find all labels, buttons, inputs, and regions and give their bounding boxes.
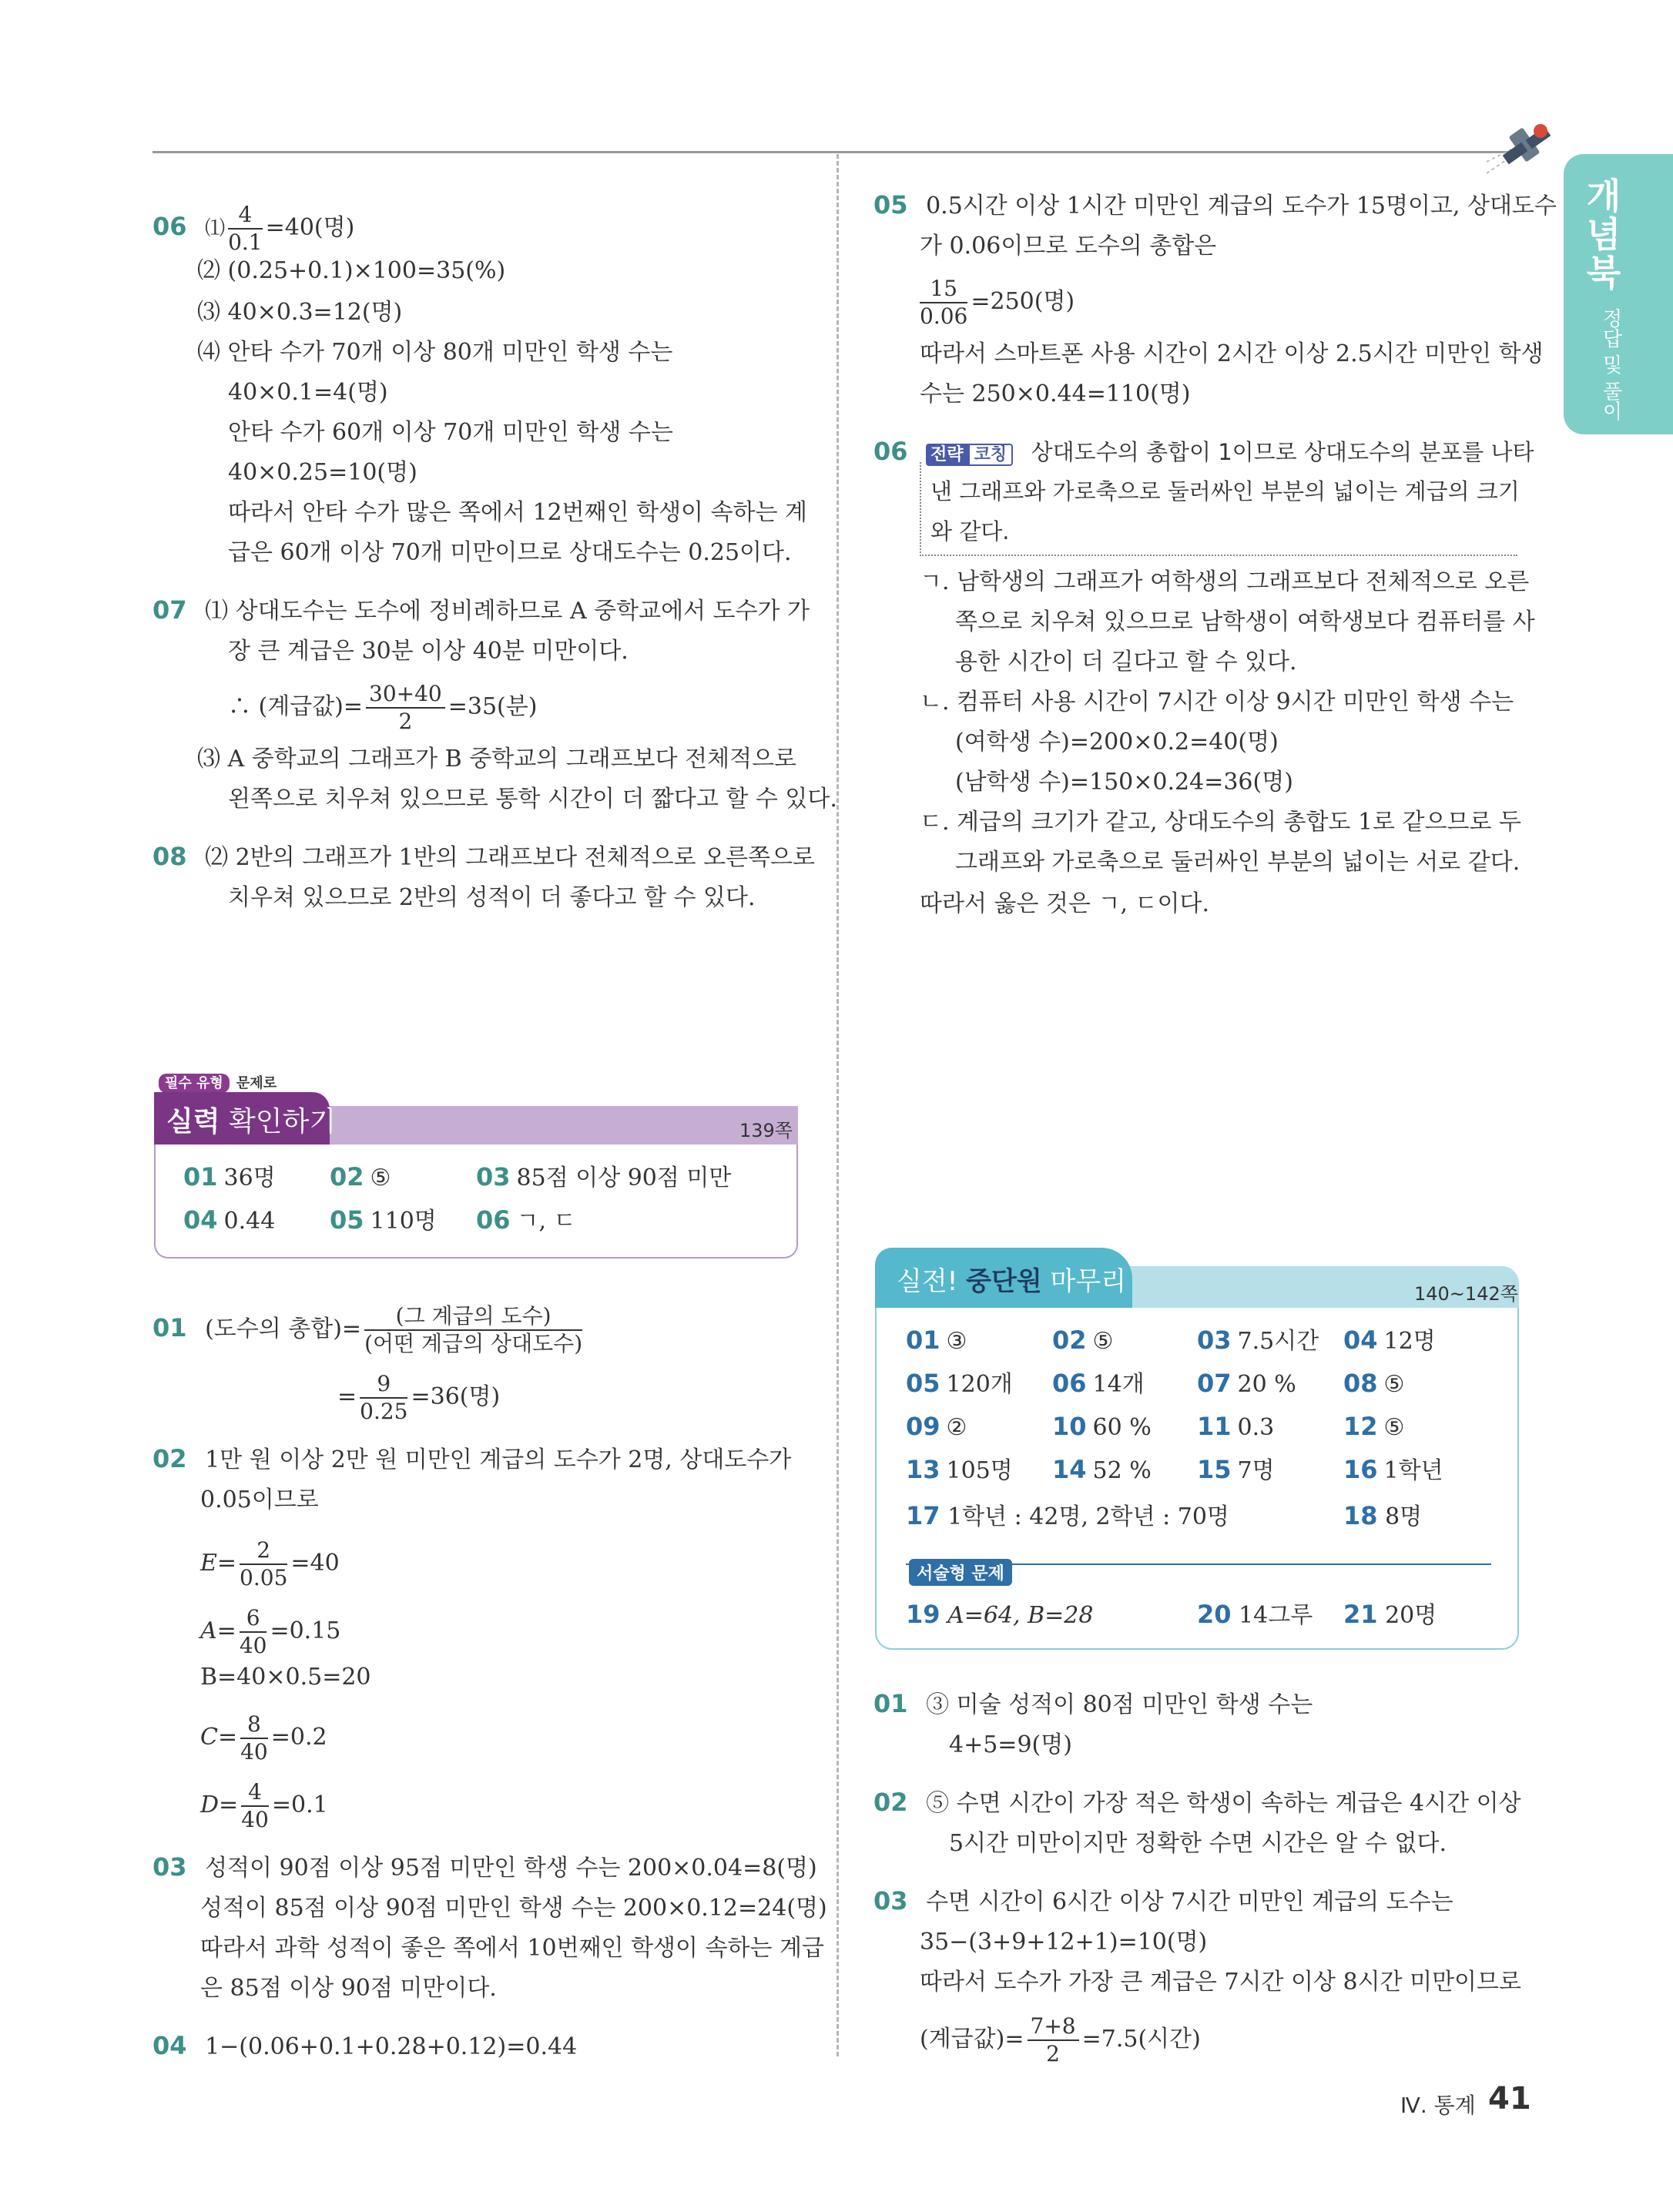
s06-line3: 용한 시간이 더 길다고 할 수 있다. <box>955 649 1297 675</box>
answer-value: 60 % <box>1092 1414 1152 1441</box>
s03-line3: 따라서 과학 성적이 좋은 쪽에서 10번째인 학생이 속하는 계급 <box>200 1935 824 1962</box>
t01-number: 01 <box>873 1689 908 1718</box>
answer-number: 06 <box>1052 1369 1087 1398</box>
answer-number: 10 <box>1052 1412 1087 1441</box>
t03-line1: 03 수면 시간이 6시간 이상 7시간 미만인 계급의 도수는 <box>873 1886 1453 1915</box>
answer-value: 7명 <box>1237 1457 1275 1484</box>
check-answer-item <box>330 1203 437 1238</box>
s03-line2: 성적이 85점 이상 90점 미만인 학생 수는 200×0.12=24(명) <box>200 1895 827 1922</box>
s03-line4: 은 85점 이상 90점 미만이다. <box>200 1975 497 2002</box>
q07-number: 07 <box>153 595 187 625</box>
q06-part2: ⑵ (0.25+0.1)×100=35(%) <box>197 257 506 284</box>
fraction: $\frac{8}{40}$ <box>240 1711 268 1765</box>
answer-number: 05 <box>330 1205 364 1235</box>
t02-number: 02 <box>873 1788 908 1817</box>
answer-value: 36명 <box>223 1165 276 1191</box>
answer-value: 7.5시간 <box>1237 1328 1319 1355</box>
answer-number: 06 <box>476 1205 511 1235</box>
answer-value: ㄱ, ㄷ <box>516 1208 576 1235</box>
answer-value: ⑤ <box>1383 1414 1405 1441</box>
answer-number: 14 <box>1052 1455 1087 1484</box>
review-essay-19: 19 A=64, B=28 <box>906 1600 1094 1629</box>
s02-line1: 02 1만 원 이상 2만 원 미만인 계급의 도수가 2명, 상대도수가 <box>153 1444 792 1473</box>
s06-coaching-line2: 낸 그래프와 가로축으로 둘러싸인 부분의 넓이는 계급의 크기 <box>930 478 1520 504</box>
q06-part4-line3: 안타 수가 60개 이상 70개 미만인 학생 수는 <box>228 419 673 446</box>
q08-line2: 치우쳐 있으므로 2반의 성적이 더 좋다고 할 수 있다. <box>228 884 756 911</box>
review-row5-right: 18 8명 <box>1343 1501 1423 1530</box>
t03-line3: 따라서 도수가 가장 큰 계급은 7시간 이상 8시간 미만이므로 <box>920 1969 1522 1996</box>
q07-line3: ∴ (계급값)= $\frac{30+40}{2}$ =35(분) <box>228 681 538 734</box>
review-answer-item <box>1197 1323 1319 1359</box>
s06-line4: ㄴ. 컴퓨터 사용 시간이 7시간 이상 9시간 미만인 학생 수는 <box>920 689 1514 716</box>
q06-part1: 06 ⑴ $\frac{4}{0.1}$ =40(명) <box>153 202 355 255</box>
answer-value: ③ <box>946 1328 967 1355</box>
s03-line1: 03 성적이 90점 이상 95점 미만인 학생 수는 200×0.04=8(명) <box>153 1852 817 1882</box>
review-title: 실전! 중단원 마무리 <box>897 1266 1127 1297</box>
s02-c: C= $\frac{8}{40}$ =0.2 <box>200 1711 327 1765</box>
q07-line4: ⑶ A 중학교의 그래프가 B 중학교의 그래프보다 전체적으로 <box>197 746 797 773</box>
fraction: $\frac{6}{40}$ <box>239 1605 267 1658</box>
review-answer-item <box>1343 1366 1404 1402</box>
fraction: $\frac{4}{0.1}$ <box>228 202 263 255</box>
s06-line8: 그래프와 가로축으로 둘러싸인 부분의 넓이는 서로 같다. <box>955 849 1520 876</box>
answer-value: 1학년 <box>1383 1457 1443 1484</box>
s02-number: 02 <box>153 1444 187 1473</box>
review-answer-item <box>1052 1323 1113 1359</box>
check-answer-item <box>330 1160 391 1195</box>
answer-value: 52 % <box>1092 1457 1152 1484</box>
s01-line1: 01 (도수의 총합)= $\frac{\text{(그 계급의 도수)}}{\text{(어떤 계급의 상대도수)}}$ <box>153 1303 583 1356</box>
review-answer-item <box>1052 1409 1152 1445</box>
answer-value: 0.44 <box>223 1208 276 1235</box>
q06-part4-line1: ⑷ 안타 수가 70개 이상 80개 미만인 학생 수는 <box>197 339 673 366</box>
fraction: $\frac{9}{0.25}$ <box>360 1371 408 1424</box>
s02-a: A= $\frac{6}{40}$ =0.15 <box>200 1605 341 1658</box>
q07-line2: 장 큰 계급은 30분 이상 40분 미만이다. <box>228 638 629 665</box>
essay-badge: 서술형 문제 <box>909 1559 1012 1586</box>
fraction: $\frac{7+8}{2}$ <box>1028 2013 1079 2067</box>
s06-coaching-line3: 와 같다. <box>930 518 1010 545</box>
t02-line2: 5시간 미만이지만 정확한 수면 시간은 알 수 없다. <box>949 1830 1447 1857</box>
q08-number: 08 <box>153 842 187 871</box>
tab-subtitle: 정답 및 풀이 <box>1599 308 1622 421</box>
q07-line5: 왼쪽으로 치우쳐 있으므로 통학 시간이 더 짧다고 할 수 있다. <box>228 786 837 813</box>
answer-value: 120개 <box>946 1371 1013 1398</box>
answer-value: ⑤ <box>370 1165 391 1191</box>
review-answer-item <box>1197 1366 1296 1402</box>
s05-line3: $\frac{15}{0.06}$ =250(명) <box>920 276 1075 329</box>
check-page: 139쪽 <box>739 1120 793 1141</box>
review-page: 140~142쪽 <box>1414 1283 1518 1305</box>
tab-title: 개념북 <box>1581 177 1622 293</box>
s06-line1: ㄱ. 남학생의 그래프가 여학생의 그래프보다 전체적으로 오른 <box>920 568 1530 595</box>
s06-coaching-line1: 06 전략 코칭 상대도수의 총합이 1이므로 상대도수의 분포를 나타 <box>873 437 1534 466</box>
answer-value: ⑤ <box>1092 1328 1114 1355</box>
q06-part4-line4: 40×0.25=10(명) <box>228 459 417 486</box>
answer-value: 85점 이상 90점 미만 <box>516 1165 732 1191</box>
answer-value: 12명 <box>1383 1328 1436 1355</box>
answer-number: 15 <box>1197 1455 1232 1484</box>
page-number: 41 <box>1488 2081 1531 2116</box>
answer-number: 03 <box>476 1162 511 1191</box>
answer-number: 13 <box>906 1455 940 1484</box>
column-divider <box>836 154 839 2056</box>
review-row5-left: 17 1학년 : 42명, 2학년 : 70명 <box>906 1501 1229 1530</box>
answer-value: 14개 <box>1092 1371 1145 1398</box>
top-rule <box>153 151 1533 153</box>
s05-line1: 05 0.5시간 이상 1시간 미만인 계급의 도수가 15명이고, 상대도수 <box>873 190 1557 220</box>
s02-line2: 0.05이므로 <box>200 1486 319 1513</box>
review-answer-item <box>906 1323 967 1359</box>
check-title: 실력 확인하기 <box>166 1106 337 1138</box>
review-answer-item <box>906 1366 1013 1402</box>
t03-line2: 35−(3+9+12+1)=10(명) <box>920 1929 1208 1956</box>
answer-number: 04 <box>183 1205 218 1235</box>
answer-value: 0.3 <box>1237 1414 1275 1441</box>
check-answers <box>183 1160 784 1252</box>
review-answer-item <box>1052 1453 1152 1488</box>
q06-number: 06 <box>153 212 187 241</box>
s05-line4: 따라서 스마트폰 사용 시간이 2시간 이상 2.5시간 미만인 학생 <box>920 340 1544 367</box>
answer-number: 02 <box>330 1162 364 1191</box>
coaching-underline <box>920 555 1517 556</box>
s06-line6: (남학생 수)=150×0.24=36(명) <box>955 769 1293 796</box>
q07-line1: 07 ⑴ 상대도수는 도수에 정비례하므로 A 중학교에서 도수가 가 <box>153 595 810 625</box>
q06-part4-line6: 급은 60개 이상 70개 미만이므로 상대도수는 0.25이다. <box>228 539 792 566</box>
fraction: $\frac{15}{0.06}$ <box>920 276 968 329</box>
answer-value: 20 % <box>1237 1371 1296 1398</box>
q06-part4-line2: 40×0.1=4(명) <box>228 379 388 406</box>
answer-number: 01 <box>906 1326 940 1355</box>
s01-number: 01 <box>153 1313 187 1342</box>
review-answer-item <box>1343 1323 1436 1359</box>
s02-e: E= $\frac{2}{0.05}$ =40 <box>200 1537 340 1590</box>
t03-number: 03 <box>873 1886 908 1915</box>
answer-number: 04 <box>1343 1326 1378 1355</box>
q06-part4-line5: 따라서 안타 수가 많은 쪽에서 12번째인 학생이 속하는 계 <box>228 499 808 526</box>
review-answer-item <box>1197 1409 1274 1445</box>
review-answer-item <box>1343 1409 1404 1445</box>
fraction: $\frac{4}{40}$ <box>241 1779 269 1832</box>
s05-line5: 수는 250×0.44=110(명) <box>920 380 1191 407</box>
coaching-sideline <box>920 462 921 556</box>
s04-line1: 04 1−(0.06+0.1+0.28+0.12)=0.44 <box>153 2031 578 2060</box>
answer-number: 03 <box>1197 1326 1232 1355</box>
review-answer-item <box>906 1453 1013 1488</box>
review-answer-item <box>906 1409 967 1445</box>
t01-line2: 4+5=9(명) <box>949 1731 1072 1758</box>
s06-line7: ㄷ. 계급의 크기가 같고, 상대도수의 총합도 1로 같으므로 두 <box>920 809 1521 836</box>
q06-part3: ⑶ 40×0.3=12(명) <box>197 299 403 326</box>
review-answer-item <box>1052 1366 1145 1402</box>
t01-line1: 01 ③ 미술 성적이 80점 미만인 학생 수는 <box>873 1689 1313 1718</box>
coaching-badge-right: 코칭 <box>968 444 1014 466</box>
s06-line5: (여학생 수)=200×0.2=40(명) <box>955 729 1279 756</box>
review-answer-item <box>1343 1453 1443 1488</box>
coaching-badge-left: 전략 <box>926 444 968 466</box>
check-badge: 필수 유형 문제로 <box>159 1072 277 1092</box>
s05-number: 05 <box>873 190 908 220</box>
s04-number: 04 <box>153 2031 187 2060</box>
review-essay-20: 20 14그루 <box>1197 1600 1313 1629</box>
s02-b: B=40×0.5=20 <box>200 1664 371 1691</box>
check-answer-item <box>476 1160 731 1195</box>
answer-number: 11 <box>1197 1412 1232 1441</box>
s01-line2: = $\frac{9}{0.25}$ =36(명) <box>337 1371 501 1424</box>
answer-value: 105명 <box>946 1457 1013 1484</box>
answer-number: 08 <box>1343 1369 1378 1398</box>
s05-line2: 가 0.06이므로 도수의 총합은 <box>920 233 1217 260</box>
s06-line9: 따라서 옳은 것은 ㄱ, ㄷ이다. <box>920 890 1209 917</box>
fraction: $\frac{2}{0.05}$ <box>240 1537 288 1590</box>
s03-number: 03 <box>153 1852 187 1882</box>
fraction: $\frac{30+40}{2}$ <box>366 681 445 735</box>
q08-line1: 08 ⑵ 2반의 그래프가 1반의 그래프보다 전체적으로 오른쪽으로 <box>153 842 816 871</box>
s02-d: D= $\frac{4}{40}$ =0.1 <box>200 1779 328 1832</box>
check-answer-item <box>183 1160 276 1195</box>
answer-value: ⑤ <box>1383 1371 1405 1398</box>
s06-line2: 쪽으로 치우쳐 있으므로 남학생이 여학생보다 컴퓨터를 사 <box>955 608 1535 635</box>
t02-line1: 02 ⑤ 수면 시간이 가장 적은 학생이 속하는 계급은 4시간 이상 <box>873 1788 1521 1817</box>
review-essay-21: 21 20명 <box>1343 1600 1437 1629</box>
answer-number: 12 <box>1343 1412 1378 1441</box>
review-answers <box>906 1323 1507 1500</box>
answer-value: ② <box>946 1414 967 1441</box>
s06-number: 06 <box>873 437 908 466</box>
answer-number: 02 <box>1052 1326 1087 1355</box>
satellite-icon <box>1487 116 1564 177</box>
t03-line4: (계급값)= $\frac{7+8}{2}$ =7.5(시간) <box>920 2013 1201 2066</box>
review-answer-item <box>1197 1453 1275 1488</box>
answer-number: 05 <box>906 1369 940 1398</box>
answer-value: 110명 <box>370 1208 437 1235</box>
check-answer-item <box>476 1203 576 1238</box>
answer-number: 16 <box>1343 1455 1378 1484</box>
footer-chapter: Ⅳ. 통계 <box>1400 2093 1476 2118</box>
answer-number: 07 <box>1197 1369 1232 1398</box>
check-answer-item <box>183 1203 275 1238</box>
answer-number: 09 <box>906 1412 940 1441</box>
answer-number: 01 <box>183 1162 218 1191</box>
fraction: $\frac{\text{(그 계급의 도수)}}{\text{(어떤 계급의 상대도수)}}$ <box>364 1303 583 1356</box>
